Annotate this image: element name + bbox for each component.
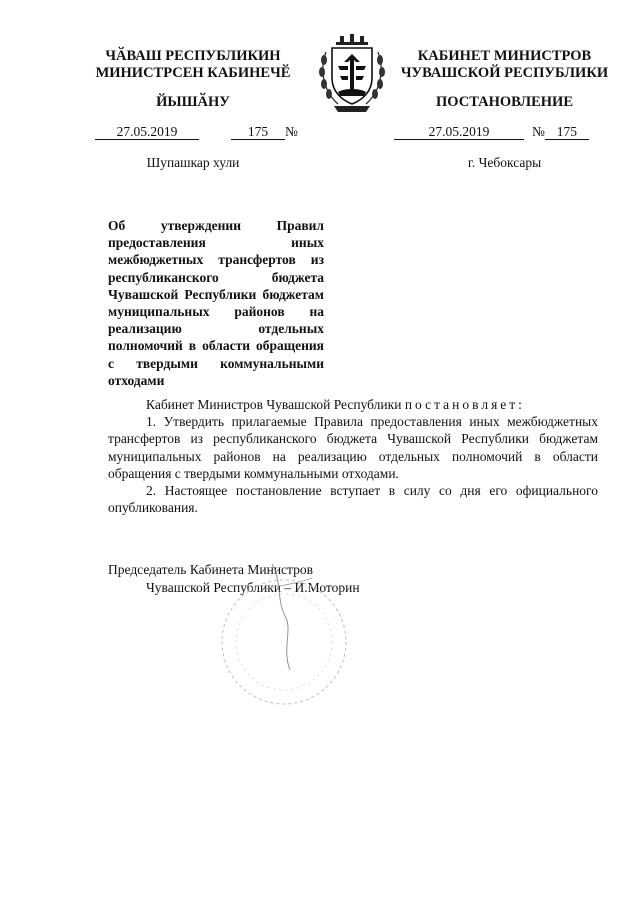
seal-stamp-icon (212, 560, 357, 710)
header-right (392, 48, 617, 82)
signature-line2: Чувашской Республики – И.Моторин (146, 579, 360, 595)
intro-lead: Кабинет Министров Чувашской Республики (146, 397, 402, 412)
intro-paragraph (108, 396, 598, 413)
document-title: Об утверждении Правил предоставления иных межбюджетных трансфертов из республиканского бюджета Чувашской Республики бюджетам муниципальных районов на реализацию отдельных полномочий в области обращения с твердыми коммунальными отходами (108, 218, 324, 388)
item-1: 1. Утвердить прилагаемые Правила предоставления иных межбюджетных трансфертов из республиканского бюджета Чувашской Республики бюджетам муниципальных районов на реализацию отдельных полномочий в области обращения с твердыми коммунальными отходами. (108, 414, 598, 481)
document-body (108, 396, 598, 516)
signature-line1: Председатель Кабинета Министров (108, 562, 313, 577)
header-left (88, 48, 298, 82)
doc-type-left: ЙЫШӐНУ (156, 94, 230, 110)
city-left: Шупашкар хули (146, 155, 240, 170)
doc-type-right: ПОСТАНОВЛЕНИЕ (435, 94, 573, 110)
header-left-line1: ЧӐВАШ РЕСПУБЛИКИН (105, 48, 281, 64)
header-right-line2: ЧУВАШСКОЙ РЕСПУБЛИКИ (400, 65, 609, 81)
number-right: 175 (545, 125, 589, 140)
chuvash-coat-of-arms-icon (316, 32, 388, 116)
city-right: г. Чебоксары (467, 155, 542, 170)
number-line-left (95, 124, 298, 140)
date-left: 27.05.2019 (95, 125, 199, 140)
item-2: 2. Настоящее постановление вступает в силу со дня его официального опубликования. (108, 483, 598, 516)
header-right-line1: КАБИНЕТ МИНИСТРОВ (417, 48, 592, 64)
number-sign-left: № (285, 124, 298, 139)
number-left: 175 (231, 125, 285, 140)
header-left-line2: МИНИСТРСЕН КАБИНЕЧӖ (95, 65, 291, 81)
date-right: 27.05.2019 (394, 125, 524, 140)
intro-verb: постановляет: (404, 397, 525, 412)
number-line-right (394, 124, 589, 140)
number-sign-right: № (532, 124, 545, 139)
